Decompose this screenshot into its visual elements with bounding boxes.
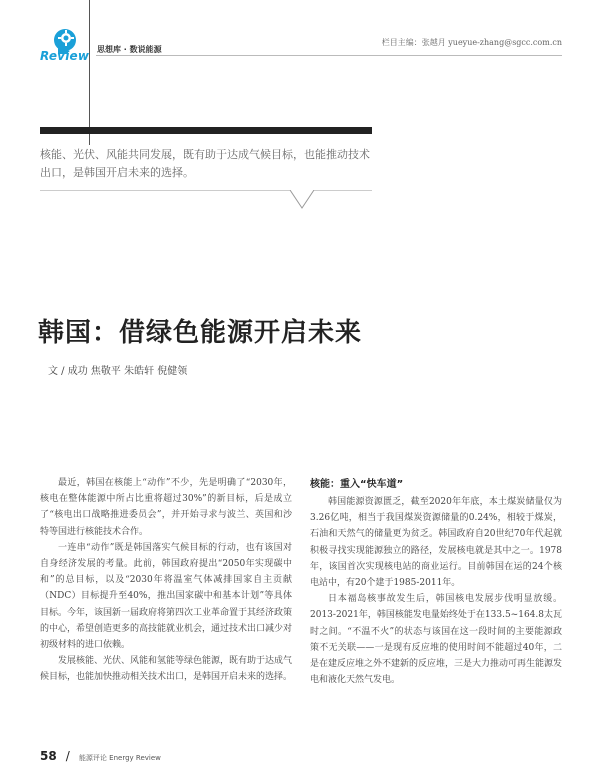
article-title: 韩国：借绿色能源开启未来 — [38, 318, 363, 348]
byline: 文 / 成功 焦敬平 朱皓轩 倪健领 — [48, 366, 188, 377]
footer-divider: / — [65, 749, 70, 763]
right-column — [310, 494, 562, 688]
section-label: 思想库 · 数说能源 — [97, 45, 162, 54]
header-divider — [89, 0, 90, 145]
paragraph: 日本福岛核事故发生后，韩国核电发展步伐明显放缓。2013-2021年，韩国核能发电量始终处于在133.5~164.8太瓦时之间。“不温不火”的状态与该国在这一段时间的主要能源政策不无关联——一是现有反应堆的使用时间不能超过40年，二是在建反应堆之外不建新的反应堆，三是大力推动可再生能源发电和液化天然气发电。 — [310, 594, 563, 686]
header-rule — [96, 55, 562, 56]
quote-bar — [40, 127, 372, 134]
page-number: 58 — [40, 749, 57, 763]
paragraph: 韩国能源资源匮乏，截至2020年年底，本土煤炭储量仅为3.26亿吨，相当于我国煤炭资源储量的0.24%，相较于煤炭，石油和天然气的储量更为贫乏。韩国政府自20世纪70年代起就积极寻找实现能源独立的路径，发展核电就是其中之一。1978年，该国首次实现核电站的商业运行。目前韩国在运的24个核电站中，有20个建于1985-2011年。 — [310, 497, 562, 589]
page-footer — [40, 745, 161, 764]
paragraph: 一连串“动作”既是韩国落实气候目标的行动，也有该国对自身经济发展的考量。此前，韩国政府提出“2050年实现碳中和”的总目标，以及“2030年将温室气体减排国家自主贡献（NDC）目标提升至40%，推出国家碳中和基本计划”等具体目标。今年，该国新一届政府将第四次工业革命置于其经济政策的中心，希望创造更多的高技能就业机会，通过技术出口减少对初级材料的进口依赖。 — [40, 542, 293, 651]
paragraph: 发展核能、光伏、风能和氢能等绿色能源，既有助于达成气候目标，也能加快推动相关技术出口，是韩国开启未来的选择。 — [40, 656, 293, 683]
left-column — [40, 475, 292, 686]
journal-name: 能源评论 Energy Review — [78, 754, 161, 762]
paragraph: 最近，韩国在核能上“动作”不少，先是明确了“2030年，核电在整体能源中所占比重将超过30%”的新目标，后是成立了“核电出口战略推进委员会”，并开始寻求与波兰、英国和沙特等国进行核能技术合作。 — [40, 478, 292, 537]
pull-quote: 核能、光伏、风能共同发展，既有助于达成气候目标，也能推动技术出口，是韩国开启未来的选择。 — [40, 148, 370, 179]
editor-info: 栏目主编：张越月 yueyue-zhang@sgcc.com.cn — [381, 38, 562, 47]
section-subhead: 核能：重入“快车道” — [310, 479, 404, 490]
logo-wordmark: Review — [40, 49, 90, 63]
speech-pointer — [40, 190, 372, 212]
